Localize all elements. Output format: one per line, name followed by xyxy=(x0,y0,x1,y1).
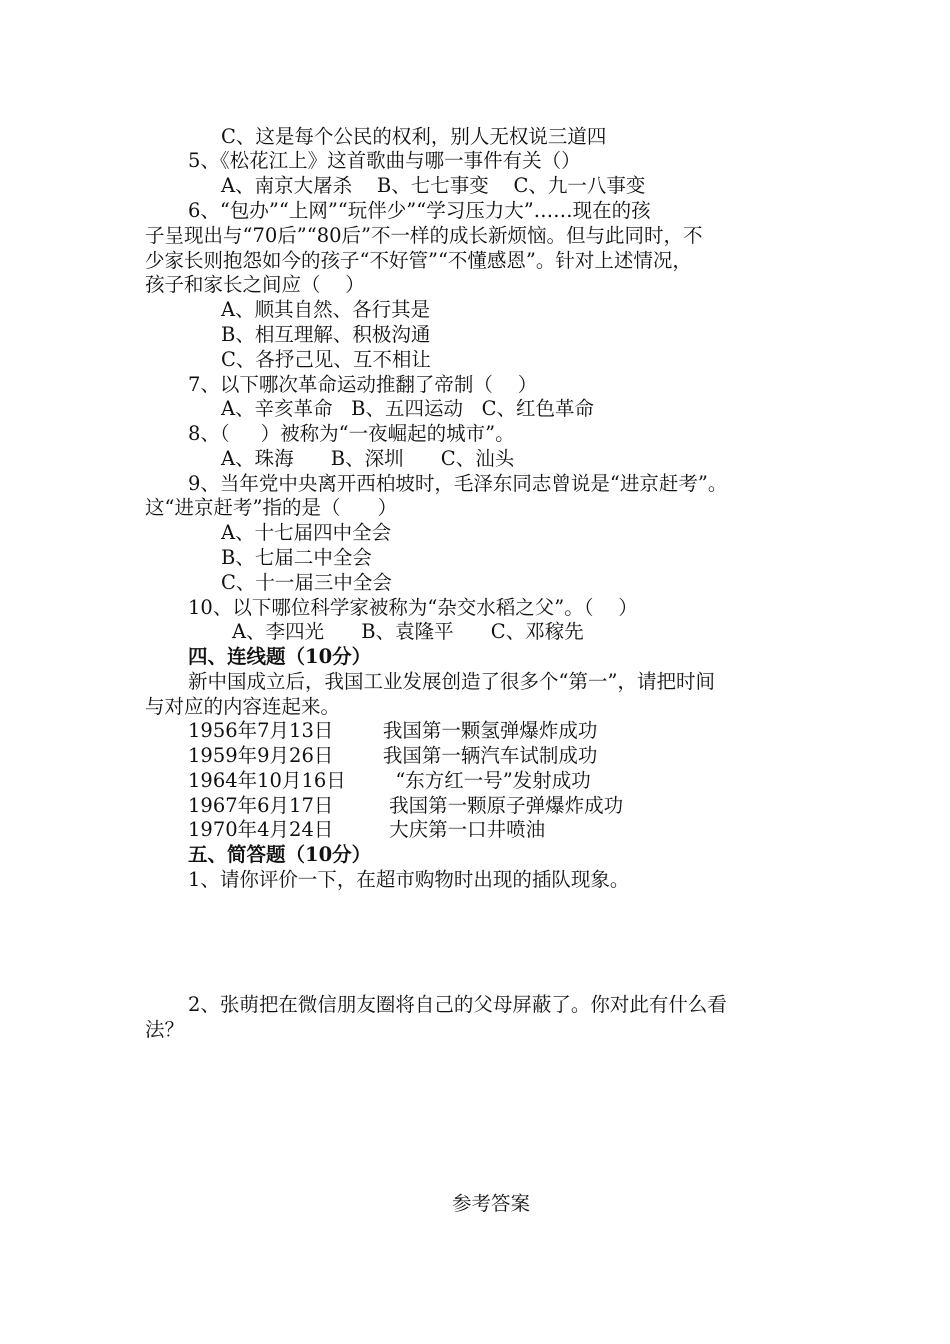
q6-option-b: B、相互理解、积极沟通 xyxy=(221,323,431,346)
section-four-heading: 四、连线题（10分） xyxy=(188,645,372,668)
q6-question-line-1: 6、“包办”“上网”“玩伴少”“学习压力大”……现在的孩 xyxy=(188,199,651,222)
matching-row: 1964年10月16日 “东方红一号”发射成功 xyxy=(188,769,591,792)
q9-option-b: B、七届二中全会 xyxy=(221,546,372,569)
short-answer-q1: 1、请你评价一下，在超市购物时出现的插队现象。 xyxy=(188,868,630,891)
q6-question-line-4: 孩子和家长之间应（ ） xyxy=(145,273,365,296)
section-five-heading: 五、简答题（10分） xyxy=(188,843,372,866)
matching-row: 1970年4月24日 大庆第一口井喷油 xyxy=(188,818,546,841)
matching-intro-line-2: 与对应的内容连起来。 xyxy=(145,695,341,718)
matching-row: 1956年7月13日 我国第一颗氢弹爆炸成功 xyxy=(188,719,598,742)
matching-intro-line-1: 新中国成立后，我国工业发展创造了很多个“第一”，请把时间 xyxy=(188,670,715,693)
q8-options: A、珠海 B、深圳 C、汕头 xyxy=(221,447,515,470)
short-answer-q2-line-1: 2、张萌把在微信朋友圈将自己的父母屏蔽了。你对此有什么看 xyxy=(188,993,727,1016)
q7-options: A、辛亥革命 B、五四运动 C、红色革命 xyxy=(221,397,595,420)
q9-option-c: C、十一届三中全会 xyxy=(221,571,392,594)
q6-question-line-2: 子呈现出与“70后”“80后”不一样的成长新烦恼。但与此同时，不 xyxy=(145,224,703,247)
answer-key-title: 参考答案 xyxy=(452,1192,531,1215)
q9-question-line-1: 9、当年党中央离开西柏坡时，毛泽东同志曾说是“进京赶考”。 xyxy=(188,472,728,495)
q9-question-line-2: 这“进京赶考”指的是（ ） xyxy=(145,496,398,519)
q6-question-line-3: 少家长则抱怨如今的孩子“不好管”“不懂感恩”。针对上述情况， xyxy=(145,249,692,272)
q5-question: 5、《松花江上》这首歌曲与哪一事件有关（） xyxy=(188,149,581,172)
q6-option-c: C、各抒己见、互不相让 xyxy=(221,348,431,371)
q7-question: 7、以下哪次革命运动推翻了帝制（ ） xyxy=(188,373,538,396)
short-answer-q2-line-2: 法？ xyxy=(145,1018,185,1041)
q5-options: A、南京大屠杀 B、七七事变 C、九一八事变 xyxy=(221,174,646,197)
q6-option-a: A、顺其自然、各行其是 xyxy=(221,298,431,321)
q10-question: 10、以下哪位科学家被称为“杂交水稻之父”。（ ） xyxy=(188,596,638,619)
q10-options: A、李四光 B、袁隆平 C、邓稼先 xyxy=(232,620,584,643)
matching-row: 1967年6月17日 我国第一颗原子弹爆炸成功 xyxy=(188,794,624,817)
q8-question: 8、（ ）被称为“一夜崛起的城市”。 xyxy=(188,422,515,445)
q4-option-c: C、这是每个公民的权利，别人无权说三道四 xyxy=(221,125,607,148)
q9-option-a: A、十七届四中全会 xyxy=(221,521,392,544)
matching-row: 1959年9月26日 我国第一辆汽车试制成功 xyxy=(188,744,598,767)
